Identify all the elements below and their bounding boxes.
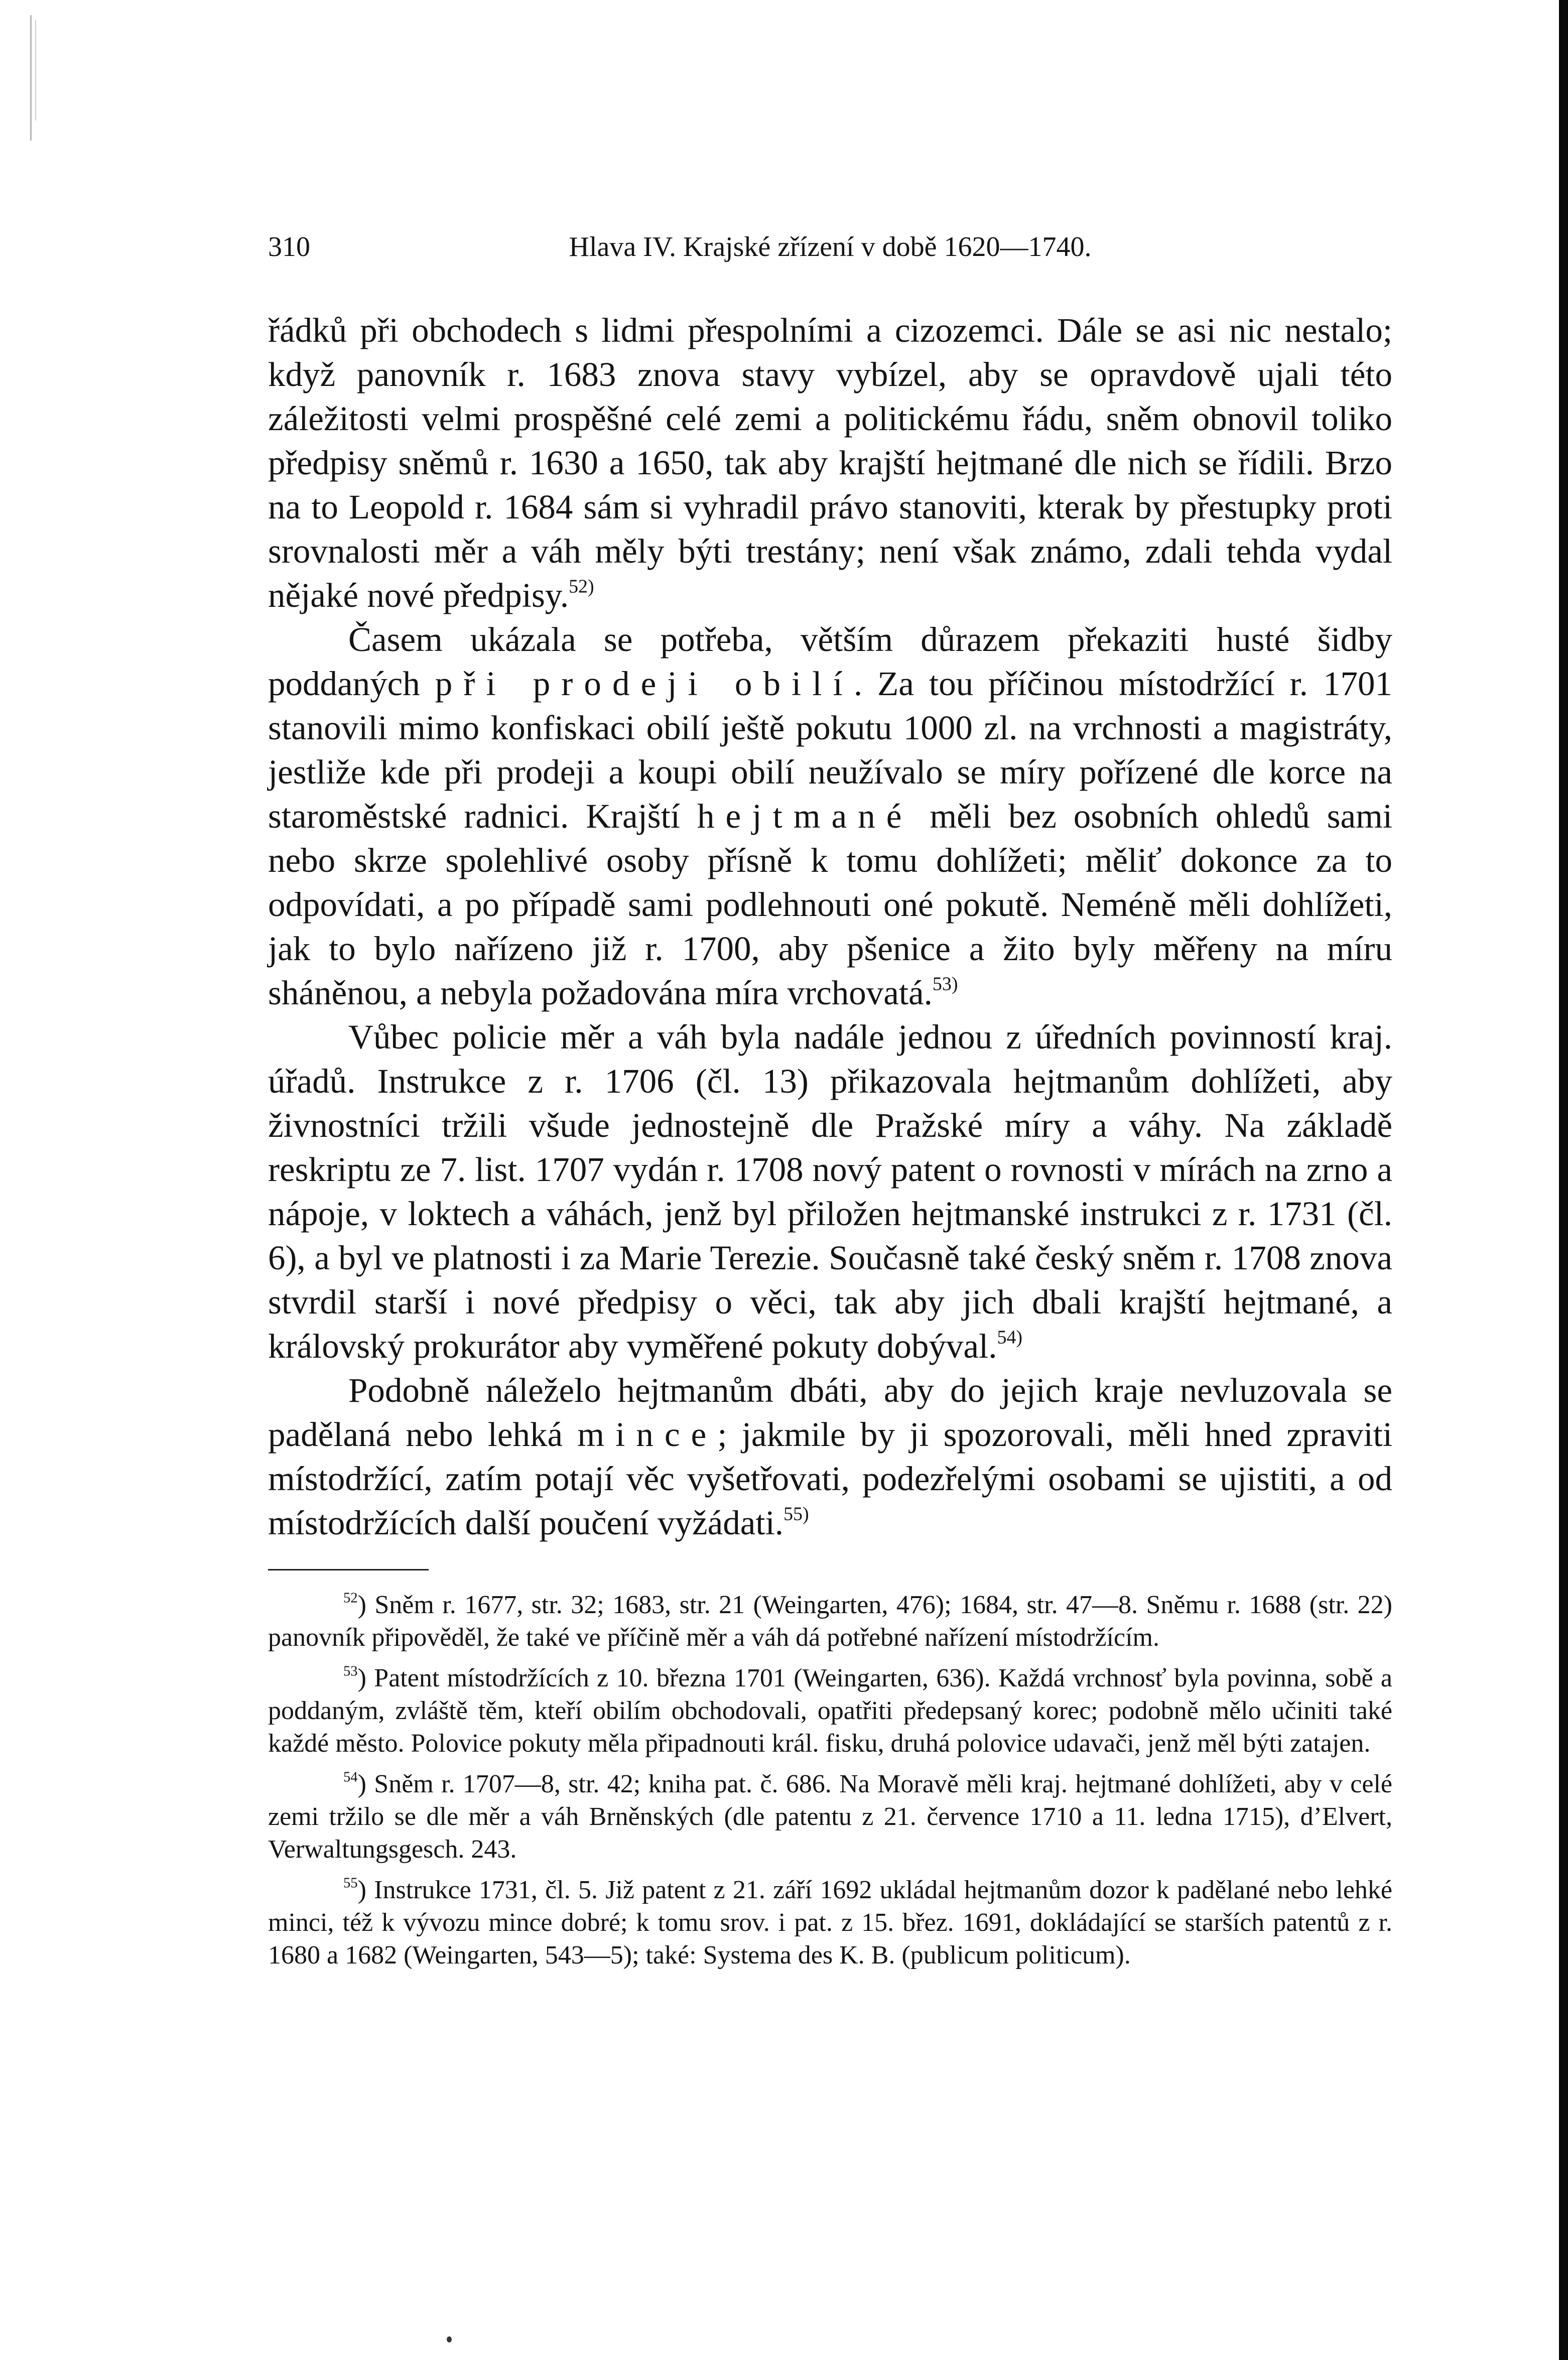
paragraph-1-text: řádků při obchodech s lidmi přespolními a cizozemci. Dále se asi nic nestalo; když panovník r. 1683 znova stavy vybízel, aby se opravdově ujali této záležitosti velmi prospěšné celé zemi a politickému řádu, sněm obnovil toliko předpisy sněmů r. 1630 a 1650, tak aby krajští hejtmané dle nich se řídili. Brzo na to Leopold r. 1684 sám si vyhradil právo stanoviti, kterak by přestupky proti srovnalosti měr a váh měly býti trestány; není však známo, zdali tehda vydal nějaké nové předpisy. bbox=[268, 311, 1392, 614]
footnote-ref-54[interactable]: 54) bbox=[997, 1327, 1023, 1348]
footnote-55 bbox=[268, 1874, 1392, 1972]
paragraph-3-text: Vůbec policie měr a váh byla nadále jednou z úředních povinností kraj. úřadů. Instrukce z r. 1706 (čl. 13) přikazovala hejtmanům dohlížeti, aby živnostníci tržili všude jednostejně dle Pražské míry a váhy. Na základě reskriptu ze 7. list. 1707 vydán r. 1708 nový patent o rovnosti v mírách na zrno a nápoje, v loktech a váhách, jenž byl přiložen hejtmanské instrukci z r. 1731 (čl. 6), a byl ve platnosti i za Marie Terezie. Současně také český sněm r. 1708 znova stvrdil starší i nové předpisy o věci, tak aby jich dbali krajští hejtmané, a královský prokurátor aby vyměřené pokuty dobýval. bbox=[268, 1018, 1392, 1365]
footnote-number: 52 bbox=[343, 1590, 358, 1606]
footnote-number: 53 bbox=[343, 1663, 358, 1679]
spaced-emphasis: hejtmané bbox=[697, 797, 913, 835]
body-text bbox=[268, 308, 1392, 1545]
paragraph-2 bbox=[268, 617, 1392, 1015]
footnote-52 bbox=[268, 1589, 1392, 1654]
footnote-number: 54 bbox=[343, 1769, 358, 1785]
paragraph-4-text-end: ; jakmile by ji spozorovali, měli hned zpraviti místodržící, zatím potají věc vyšetřovati, podezřelými osobami se ujistiti, a od místodržících další poučení vyžádati. bbox=[268, 1415, 1392, 1542]
spaced-emphasis: při prodeji obilí bbox=[435, 665, 854, 703]
footnote-rule bbox=[268, 1569, 429, 1570]
footnote-text: Sněm r. 1677, str. 32; 1683, str. 21 (Weingarten, 476); 1684, str. 47—8. Sněmu r. 1688 (str. 22) panovník připověděl, že také ve příčině měr a váh dá potřebné nařízení místodržícím. bbox=[268, 1591, 1392, 1652]
paragraph-4 bbox=[268, 1368, 1392, 1545]
running-title: Hlava IV. Krajské zřízení v době 1620—1740. bbox=[569, 231, 1092, 263]
footnote-53 bbox=[268, 1662, 1392, 1760]
paragraph-4-text: Podobně náleželo hejtmanům dbáti, aby do jejich kraje nevluzovala se padělaná nebo lehká bbox=[268, 1371, 1392, 1454]
footnote-54 bbox=[268, 1768, 1392, 1866]
footnotes bbox=[268, 1589, 1392, 1972]
footnote-paren: ) bbox=[357, 1876, 366, 1904]
scan-speck bbox=[447, 2336, 452, 2342]
paragraph-2-text-end: měli bez osobních ohledů sami nebo skrze spolehlivé osoby přísně k tomu dohlížeti; měliť dokonce za to odpovídati, a po případě sami podlehnouti oné pokutě. Neméně měli dohlížeti, jak to bylo nařízeno již r. 1700, aby pšenice a žito byly měřeny na míru sháněnou, a nebyla požadována míra vrchovatá. bbox=[268, 797, 1392, 1012]
scan-edge-left bbox=[30, 15, 32, 141]
footnote-paren: ) bbox=[357, 1591, 366, 1619]
page bbox=[268, 227, 1392, 1980]
footnote-ref-53[interactable]: 53) bbox=[932, 973, 958, 995]
footnote-text: Sněm r. 1707—8, str. 42; kniha pat. č. 686. Na Moravě měli kraj. hejtmané dohlížeti, aby v celé zemi tržilo se dle měr a váh Brněnských (dle patentu z 21. července 1710 a 11. ledna 1715), d’Elvert, Verwaltungsgesch. 243. bbox=[268, 1770, 1392, 1864]
paragraph-2-text-cont: . Za tou příčinou místodržící r. 1701 stanovili mimo konfiskaci obilí ještě pokutu 1000 zl. na vrchnosti a magistráty, jestliže kde při prodeji a koupi obilí neužívalo se míry pořízené dle korce na staroměstské radnici. Krajští bbox=[268, 665, 1392, 835]
page-header bbox=[268, 227, 1392, 267]
footnote-ref-52[interactable]: 52) bbox=[569, 576, 594, 597]
footnote-text: Patent místodržících z 10. března 1701 (Weingarten, 636). Každá vrchnosť byla povinna, sobě a poddaným, zvláště těm, kteří obilím obchodovali, opatřiti předepsaný korec; podobně mělo učiniti také každé město. Polovice pokuty měla připadnouti král. fisku, druhá polovice udavači, jenž měl býti zatajen. bbox=[268, 1664, 1392, 1758]
footnote-ref-55[interactable]: 55) bbox=[783, 1503, 809, 1525]
paragraph-1 bbox=[268, 308, 1392, 617]
paragraph-2-text: Časem ukázala se potřeba, větším důrazem překaziti husté šidby poddaných bbox=[268, 620, 1392, 703]
scan-edge-left-2 bbox=[35, 20, 36, 120]
spaced-emphasis: mince bbox=[577, 1415, 718, 1454]
footnote-number: 55 bbox=[343, 1875, 358, 1891]
footnote-paren: ) bbox=[357, 1770, 366, 1798]
footnote-paren: ) bbox=[357, 1664, 366, 1692]
page-number: 310 bbox=[268, 231, 310, 263]
scan-edge-right bbox=[1559, 0, 1568, 2360]
paragraph-3 bbox=[268, 1015, 1392, 1368]
footnote-text: Instrukce 1731, čl. 5. Již patent z 21. září 1692 ukládal hejtmanům dozor k padělané nebo lehké minci, též k vývozu mince dobré; k tomu srov. i pat. z 15. břez. 1691, dokládající se starších patentů z r. 1680 a 1682 (Weingarten, 543—5); také: Systema des K. B. (publicum politicum). bbox=[268, 1876, 1392, 1970]
